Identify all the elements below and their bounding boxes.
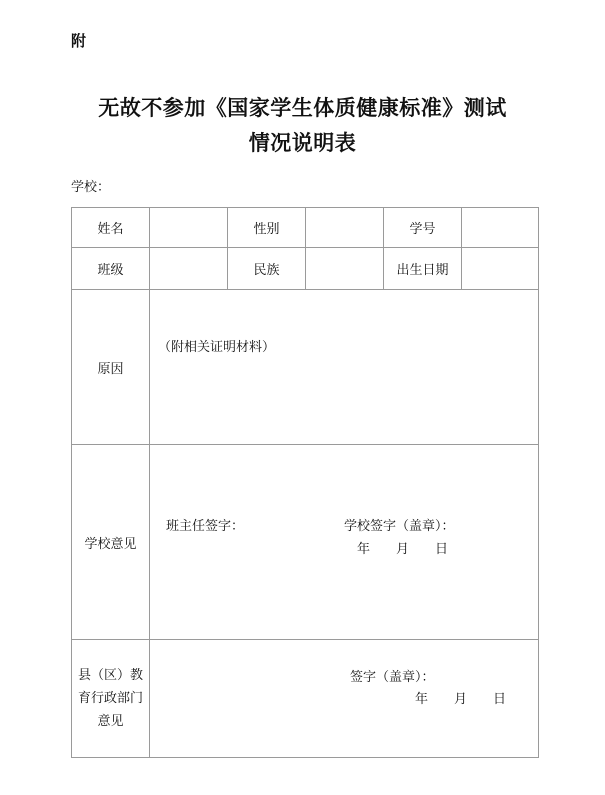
- school-opinion-label: 学校意见: [84, 536, 137, 552]
- ethnicity-label: 民族: [253, 263, 280, 278]
- county-opinion-date: 年 月 日: [415, 692, 507, 707]
- county-opinion-label-line2: 育行政部门: [77, 691, 143, 706]
- class-field[interactable]: [150, 248, 227, 289]
- form-title-line1: 无故不参加《国家学生体质健康标准》测试: [98, 95, 507, 120]
- name-field[interactable]: [150, 208, 227, 247]
- county-opinion-label-line1: 县（区）教: [77, 668, 143, 683]
- name-label: 姓名: [97, 222, 124, 237]
- birthdate-field[interactable]: [462, 248, 538, 289]
- birthdate-label: 出生日期: [396, 263, 449, 278]
- head-teacher-signature-label: 班主任签字：: [166, 519, 245, 534]
- form-title-line2: 情况说明表: [248, 130, 357, 155]
- form-table: [71, 207, 539, 758]
- school-opinion-date: 年 月 日: [357, 542, 449, 557]
- ethnicity-field[interactable]: [306, 248, 383, 289]
- county-opinion-label: [72, 640, 149, 757]
- reason-field[interactable]: [150, 358, 538, 444]
- school-signature-label: 学校签字（盖章）：: [344, 519, 455, 534]
- class-label: 班级: [97, 263, 124, 278]
- reason-note: （附相关证明材料）: [158, 340, 276, 355]
- column-divider: [149, 208, 150, 757]
- school-label: 学校：: [71, 180, 111, 195]
- reason-label: 原因: [97, 361, 124, 377]
- county-opinion-label-line3: 意见: [97, 714, 124, 729]
- gender-label: 性别: [253, 222, 280, 237]
- attachment-label: 附: [71, 32, 87, 50]
- county-signature-label: 签字（盖章）：: [350, 670, 435, 685]
- student-id-label: 学号: [409, 222, 436, 237]
- gender-field[interactable]: [306, 208, 383, 247]
- student-id-field[interactable]: [462, 208, 538, 247]
